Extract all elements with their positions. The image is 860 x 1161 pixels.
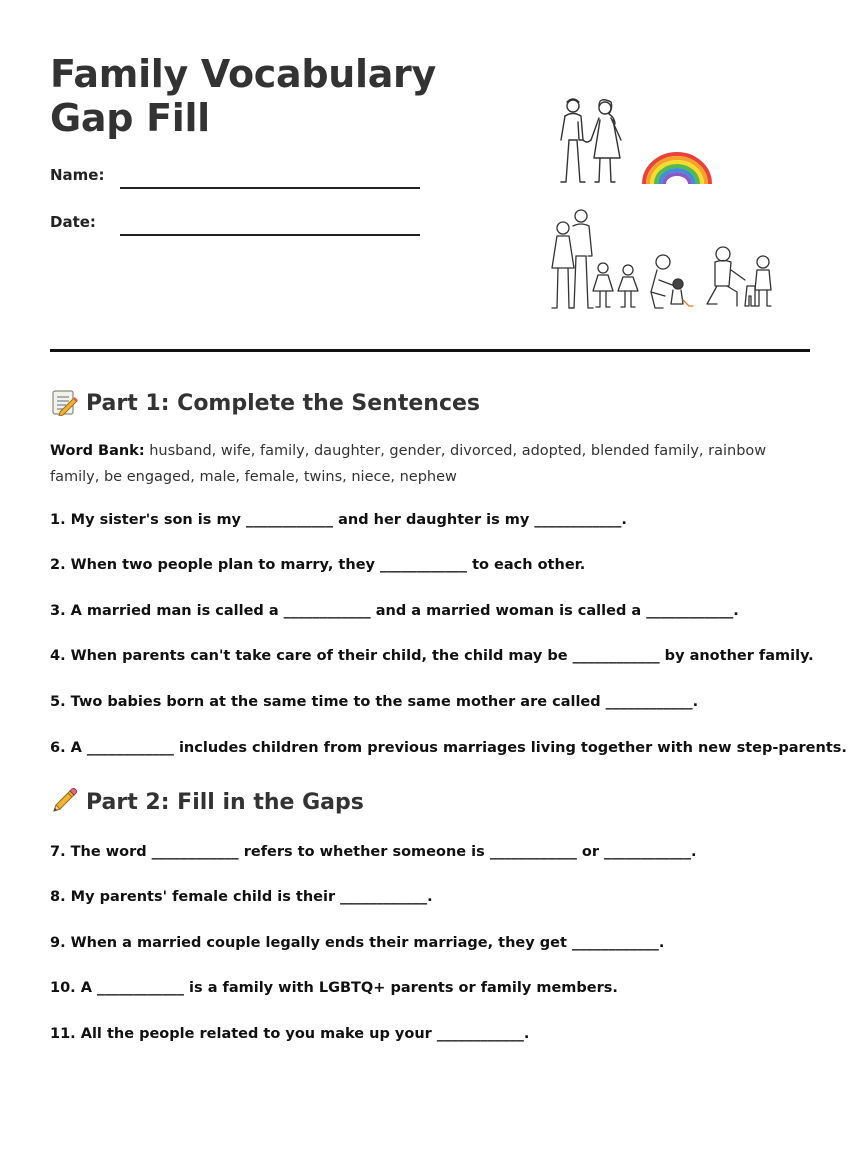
question-8: 8. My parents' female child is their ____________. [50,889,433,905]
question-2: 2. When two people plan to marry, they ____________ to each other. [50,557,586,573]
name-field[interactable] [50,166,430,190]
date-label: Date: [50,213,96,231]
question-1: 1. My sister's son is my ____________ and her daughter is my ____________. [50,512,627,528]
memo-icon [50,388,78,416]
worksheet-title: Family Vocabulary Gap Fill [50,52,436,140]
rainbow-icon [644,154,710,184]
part1-heading [50,388,480,416]
name-label: Name: [50,166,105,184]
question-3: 3. A married man is called a ____________ and a married woman is called a ____________. [50,603,739,619]
part2-heading-text: Part 2: Fill in the Gaps [86,790,364,815]
question-9: 9. When a married couple legally ends their marriage, they get ____________. [50,935,665,951]
word-bank [50,438,815,490]
part1-heading-text: Part 1: Complete the Sentences [86,391,481,416]
family-group-icon [552,210,771,308]
word-bank-words: husband, wife, family, daughter, gender, divorced, adopted, blended family, rainbow family, be engaged, male, female, twins, niece, nephew [50,443,767,485]
question-10: 10. A ____________ is a family with LGBTQ+ parents or family members. [50,980,618,996]
family-illustration [545,90,795,320]
part2-heading [50,787,364,815]
pencil-icon [50,787,78,815]
name-line[interactable] [120,187,420,189]
question-5: 5. Two babies born at the same time to the same mother are called ____________. [50,694,699,710]
date-line[interactable] [120,234,420,236]
question-6: 6. A ____________ includes children from previous marriages living together with new step-parents. [50,740,847,756]
header-divider [50,349,810,352]
date-field[interactable] [50,213,430,237]
couple-holding-hands-icon [561,99,621,182]
question-11: 11. All the people related to you make up your ____________. [50,1026,530,1042]
question-4: 4. When parents can't take care of their child, the child may be ____________ by another family. [50,648,814,664]
word-bank-label: Word Bank: [50,443,145,459]
question-7: 7. The word ____________ refers to whether someone is ____________ or ____________. [50,844,697,860]
